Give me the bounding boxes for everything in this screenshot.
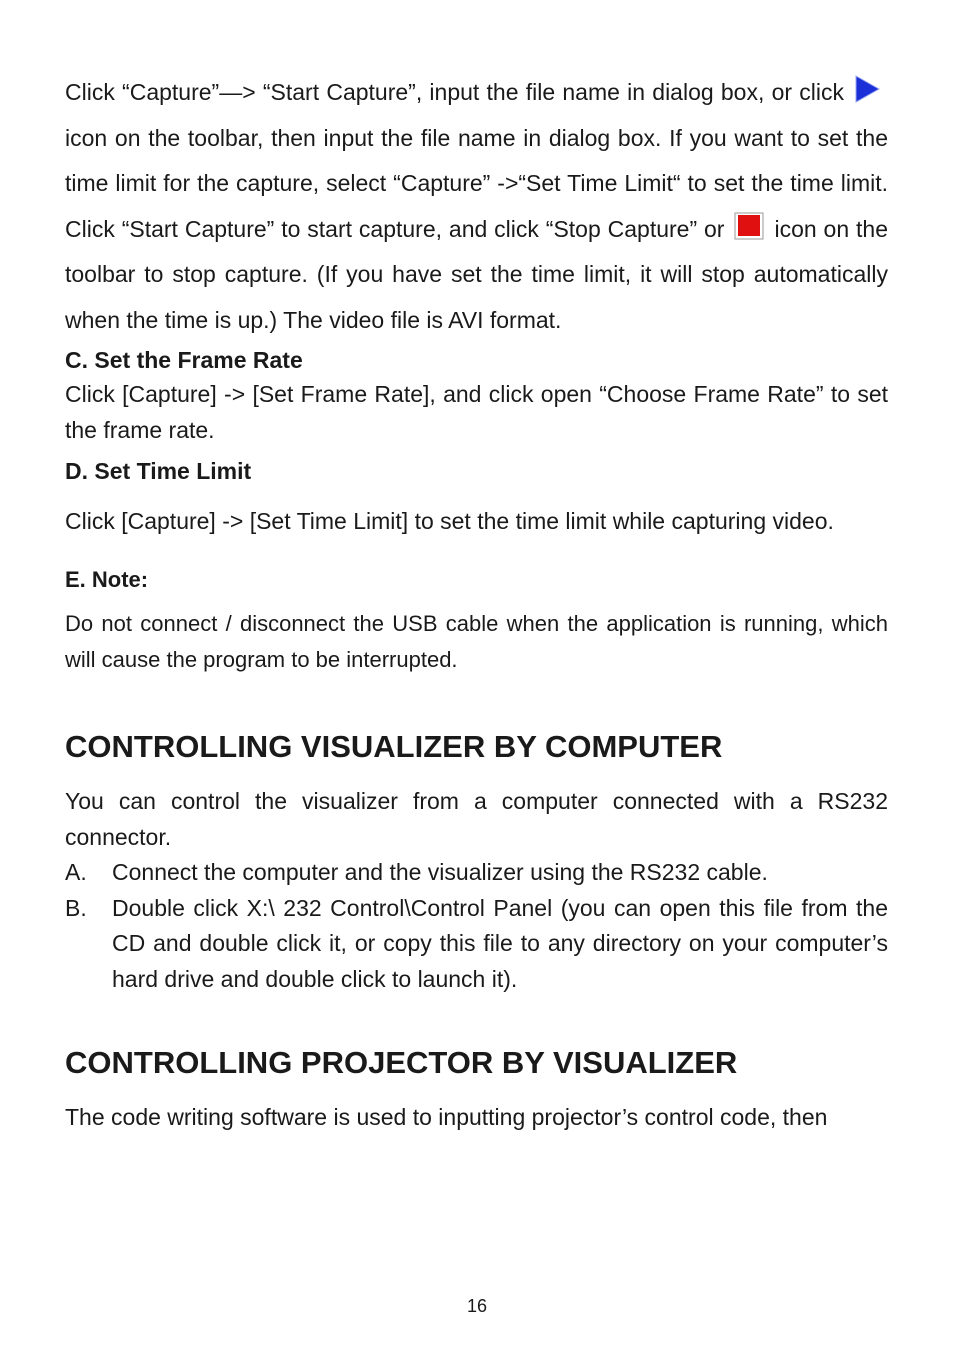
capture-instructions bbox=[65, 70, 888, 343]
controlling-visualizer-intro: You can control the visualizer from a computer connected with a RS232 connector. bbox=[65, 788, 888, 850]
section-d-title: D. Set Time Limit bbox=[65, 458, 252, 484]
stop-icon bbox=[734, 212, 764, 240]
document-page bbox=[65, 70, 888, 1135]
section-c-title: C. Set the Frame Rate bbox=[65, 347, 303, 373]
capture-instructions-part2: icon on the toolbar, then input the file name in dialog box. If you want to set the time limit for the capture, select “Capture” ->“Set Time Limit“ to set the time limit. Click “Start Capture” to start capture, and click “Stop Capture” or bbox=[65, 124, 888, 242]
list-item bbox=[65, 855, 888, 891]
section-e-body: Do not connect / disconnect the USB cable when the application is running, which will cause the program to be interrupted. bbox=[65, 611, 888, 672]
play-icon bbox=[854, 75, 880, 103]
capture-instructions-part1: Click “Capture”—> “Start Capture”, input the file name in dialog box, or click bbox=[65, 79, 844, 105]
heading-controlling-projector: CONTROLLING PROJECTOR BY VISUALIZER bbox=[65, 1045, 738, 1080]
list-item bbox=[65, 891, 888, 998]
page-number: 16 bbox=[466, 1296, 488, 1316]
heading-controlling-visualizer: CONTROLLING VISUALIZER BY COMPUTER bbox=[65, 729, 723, 764]
controlling-projector-intro: The code writing software is used to inputting projector’s control code, then bbox=[65, 1104, 828, 1130]
list-item-text: Double click X:\ 232 Control\Control Panel (you can open this file from the CD and double click it, or copy this file to any directory on your computer’s hard drive and double click to launch it). bbox=[112, 894, 888, 992]
list-marker: B. bbox=[65, 894, 87, 921]
section-e-title: E. Note: bbox=[65, 567, 149, 592]
capture-instructions-part3: icon on the toolbar to stop capture. (If you have set the time limit, it will stop automatically when the time is up.) The video file is AVI format. bbox=[65, 215, 888, 333]
section-d-body: Click [Capture] -> [Set Time Limit] to set the time limit while capturing video. bbox=[65, 508, 834, 534]
list-marker: A. bbox=[65, 859, 87, 885]
list-item-text: Connect the computer and the visualizer using the RS232 cable. bbox=[112, 859, 768, 885]
controlling-visualizer-steps bbox=[65, 855, 888, 997]
section-c-body: Click [Capture] -> [Set Frame Rate], and click open “Choose Frame Rate” to set the frame rate. bbox=[65, 381, 888, 443]
